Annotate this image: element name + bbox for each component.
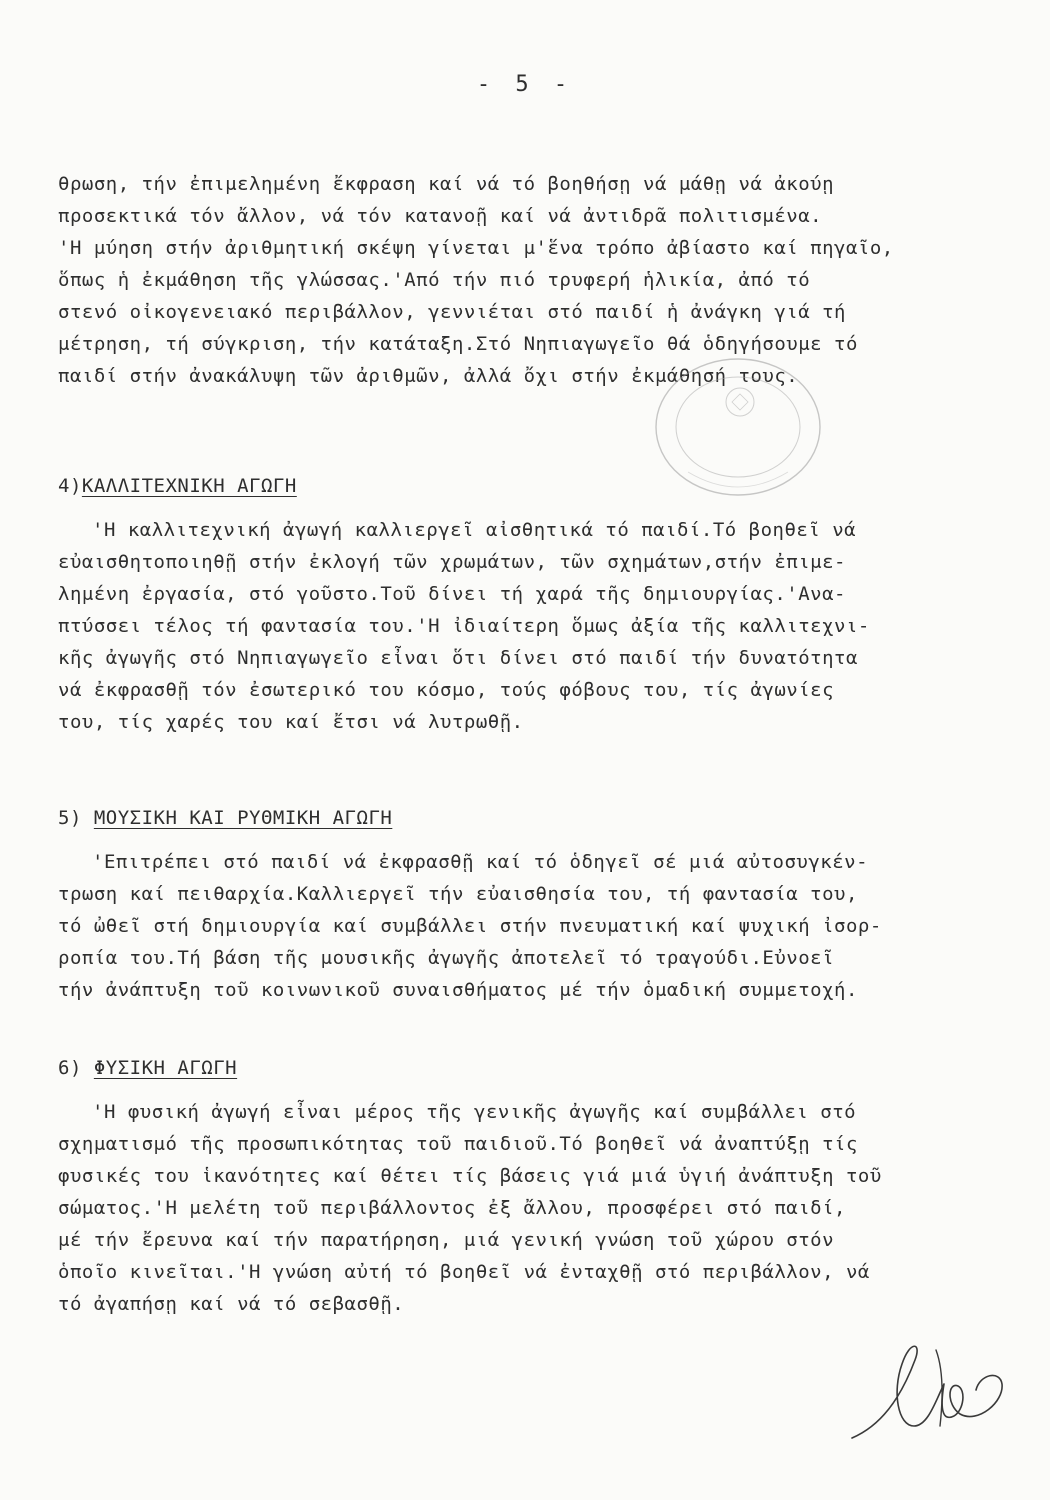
text-line: θρωση, τήν ἐπιμελημένη ἔκφραση καί νά τό βοηθήσῃ νά μάθῃ νά ἀκούῃ — [58, 173, 835, 195]
text-line: κῆς ἀγωγῆς στό Νηπιαγωγεῖο εἶναι ὅτι δίνει στό παιδί τήν δυνατότητα — [58, 647, 858, 669]
text-line: τό ἀγαπήσῃ καί νά τό σεβασθῇ. — [58, 1293, 405, 1315]
section-number: 6) — [58, 1057, 82, 1079]
text-line: ὁποῖο κινεῖται.'Η γνώση αὐτή τό βοηθεῖ νά ἐνταχθῇ στό περιβάλλον, νά — [58, 1261, 870, 1283]
text-line: τήν ἀνάπτυξη τοῦ κοινωνικοῦ συναισθήματος μέ τήν ὁμαδική συμμετοχή. — [58, 979, 858, 1001]
text-line: ὅπως ἡ ἐκμάθηση τῆς γλώσσας.'Από τήν πιό τρυφερή ἡλικία, ἀπό τό — [58, 269, 811, 291]
text-line: 'Η μύηση στήν ἀριθμητική σκέψη γίνεται μ'ἕνα τρόπο ἀβίαστο καί πηγαῖο, — [58, 237, 894, 259]
text-line: σχηματισμό τῆς προσωπικότητας τοῦ παιδιοῦ.Τό βοηθεῖ νά ἀναπτύξῃ τίς — [58, 1133, 858, 1155]
section-heading — [58, 470, 1028, 502]
text-line: 'Η φυσική ἀγωγή εἶναι μέρος τῆς γενικῆς ἀγωγῆς καί συμβάλλει στό — [92, 1101, 857, 1123]
section-heading — [58, 1052, 1028, 1084]
section-music-rhythm-education — [58, 802, 1028, 1006]
text-line: πτύσσει τέλος τή φαντασία του.'Η ἰδιαίτερη ὅμως ἀξία τῆς καλλιτεχνι- — [58, 615, 870, 637]
text-line: εὐαισθητοποιηθῇ στήν ἐκλογή τῶν χρωμάτων, τῶν σχημάτων,στήν ἐπιμε- — [58, 551, 846, 573]
text-line: λημένη ἐργασία, στό γοῦστο.Τοῦ δίνει τή χαρά τῆς δημιουργίας.'Ανα- — [58, 583, 846, 605]
text-line: τρωση καί πειθαρχία.Καλλιεργεῖ τήν εὐαισθησία του, τή φαντασία του, — [58, 883, 858, 905]
text-line: μέ τήν ἔρευνα καί τήν παρατήρηση, μιά γενική γνώση τοῦ χώρου στόν — [58, 1229, 835, 1251]
text-line: μέτρηση, τή σύγκριση, τήν κατάταξη.Στό Νηπιαγωγεῖο θά ὁδηγήσουμε τό — [58, 333, 858, 355]
text-line: τό ὠθεῖ στή δημιουργία καί συμβάλλει στήν πνευματική καί ψυχική ἰσορ- — [58, 915, 882, 937]
text-line: φυσικές του ἱκανότητες καί θέτει τίς βάσεις γιά μιά ὑγιή ἀνάπτυξη τοῦ — [58, 1165, 882, 1187]
text-line: 'Επιτρέπει στό παιδί νά ἐκφρασθῇ καί τό ὁδηγεῖ σέ μιά αὐτοσυγκέν- — [92, 851, 869, 873]
section-physical-education — [58, 1052, 1028, 1320]
signature-icon — [840, 1330, 1020, 1450]
text-line: ροπία του.Τή βάση τῆς μουσικῆς ἀγωγῆς ἀποτελεῖ τό τραγούδι.Εὐνοεῖ — [58, 947, 835, 969]
text-line: στενό οἰκογενειακό περιβάλλον, γεννιέται στό παιδί ἡ ἀνάγκη γιά τή — [58, 301, 846, 323]
section-title: ΚΑΛΛΙΤΕΧΝΙΚΗ ΑΓΩΓΗ — [81, 475, 297, 497]
text-line: σώματος.'Η μελέτη τοῦ περιβάλλοντος ἐξ ἄλλου, προσφέρει στό παιδί, — [58, 1197, 846, 1219]
text-line: προσεκτικά τόν ἄλλον, νά τόν κατανοῇ καί νά ἀντιδρᾶ πολιτισμένα. — [58, 205, 823, 227]
text-line: νά ἐκφρασθῇ τόν ἐσωτερικό του κόσμο, τούς φόβους του, τίς ἀγωνίες — [58, 679, 835, 701]
section-number: 5) — [58, 807, 82, 829]
section-title: ΦΥΣΙΚΗ ΑΓΩΓΗ — [93, 1057, 238, 1079]
text-line: του, τίς χαρές του καί ἔτσι νά λυτρωθῇ. — [58, 711, 524, 733]
section-title: ΜΟΥΣΙΚΗ ΚΑΙ ΡΥΘΜΙΚΗ ΑΓΩΓΗ — [93, 807, 393, 829]
section-number: 4) — [58, 475, 82, 497]
text-line: παιδί στήν ἀνακάλυψη τῶν ἀριθμῶν, ἀλλά ὄχι στήν ἐκμάθησή τους. — [58, 365, 799, 387]
section-artistic-education — [58, 470, 1028, 738]
page-number: - 5 - — [476, 72, 574, 97]
text-line: 'Η καλλιτεχνική ἀγωγή καλλιεργεῖ αἰσθητικά τό παιδί.Τό βοηθεῖ νά — [92, 519, 857, 541]
section-heading — [58, 802, 1028, 834]
intro-paragraph — [58, 168, 1028, 392]
